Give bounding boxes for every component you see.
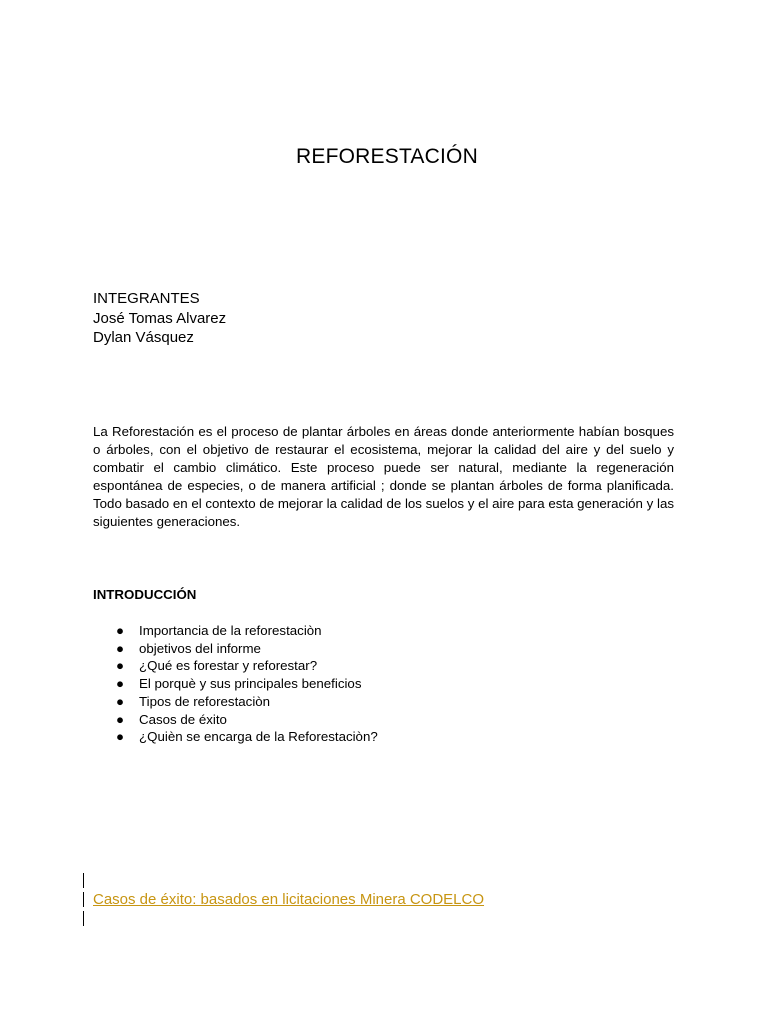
list-item-text: Tipos de reforestaciòn [139, 693, 271, 709]
list-item-text: Importancia de la reforestaciòn [139, 623, 322, 638]
list-item [116, 693, 378, 711]
list-item-text: El porquè y sus principales beneficios [139, 676, 362, 692]
bullet-icon: ● [116, 623, 125, 638]
section-heading-introduccion: INTRODUCCIÓN [93, 587, 197, 602]
casos-exito-link[interactable]: Casos de éxito: basados en licitaciones Minera CODELCO [93, 891, 485, 908]
bullet-icon: ● [116, 640, 125, 656]
member-name: José Tomas Alvarez [93, 309, 227, 327]
bullet-icon: ● [116, 658, 125, 674]
list-item [116, 711, 378, 729]
list-item-text: Casos de éxito [139, 711, 227, 727]
list-item-text: ¿Qué es forestar y reforestar? [139, 658, 318, 674]
member-name: Dylan Vásquez [93, 329, 194, 346]
list-item [116, 728, 378, 746]
bullet-icon: ● [116, 676, 125, 692]
text-cursor-mark [83, 911, 84, 926]
list-item [116, 622, 378, 640]
list-item [116, 675, 378, 693]
bullet-icon: ● [116, 693, 125, 709]
intro-paragraph: La Reforestación es el proceso de plantar árboles en áreas donde anteriormente habían bosques o árboles, con el objetivo de restaurar el ecosistema, mejorar la calidad del aire y del suelo y combatir el cambio climático. Este proceso puede ser natural, mediante la regeneración espontánea de especies, o de manera artificial ; donde se plantan árboles de forma planificada. Todo basado en el contexto de mejorar la calidad de los suelos y el aire para esta generación y las siguientes generaciones. [93, 424, 674, 529]
members-heading: INTEGRANTES [93, 290, 200, 307]
list-item [116, 640, 378, 658]
list-item-text: ¿Quièn se encarga de la Reforestaciòn? [139, 729, 378, 745]
text-cursor-mark [83, 892, 84, 907]
bullet-icon: ● [116, 729, 125, 745]
members-block [93, 289, 226, 348]
text-cursor-mark [83, 873, 84, 888]
list-item-text: objetivos del informe [139, 640, 261, 656]
bullet-icon: ● [116, 711, 125, 727]
document-title: REFORESTACIÓN [296, 145, 478, 168]
list-item [116, 657, 378, 675]
intro-bullet-list [116, 622, 378, 746]
